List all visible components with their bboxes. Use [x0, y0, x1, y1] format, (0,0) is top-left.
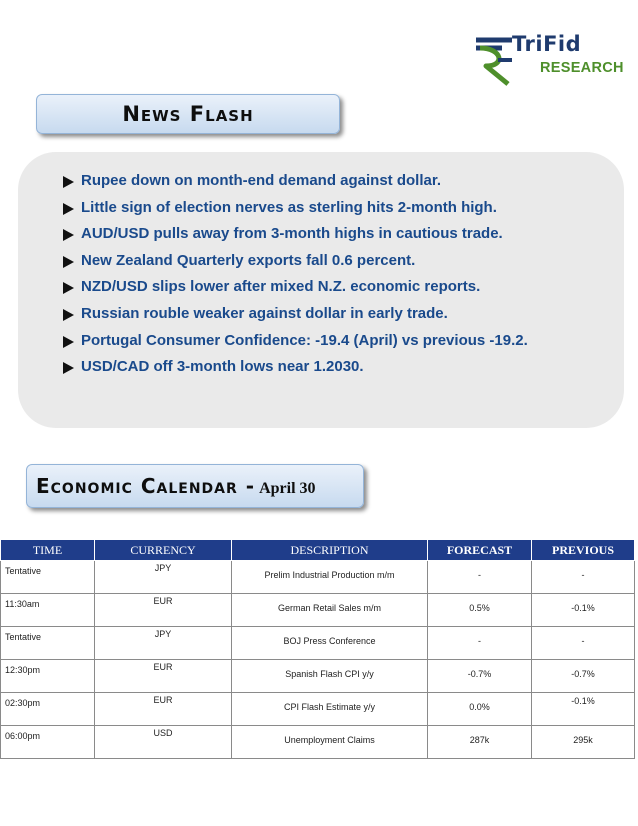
- news-item: [62, 328, 528, 355]
- news-flash-title: News Flash: [122, 102, 254, 126]
- table-row: [1, 726, 635, 759]
- economic-calendar-title: [36, 474, 316, 498]
- cell-forecast: 0.0%: [428, 693, 532, 726]
- arrow-bullet-icon: [63, 203, 74, 215]
- news-item-text: AUD/USD pulls away from 3-month highs in cautious trade.: [81, 225, 503, 243]
- cell-time: 02:30pm: [1, 693, 95, 726]
- cell-previous: -: [532, 561, 635, 594]
- news-item-text: Portugal Consumer Confidence: -19.4 (April) vs previous -19.2.: [81, 331, 528, 349]
- arrow-bullet-icon: [63, 256, 74, 268]
- cell-description: Spanish Flash CPI y/y: [232, 660, 428, 693]
- column-header-forecast: FORECAST: [428, 540, 532, 561]
- column-header-previous: PREVIOUS: [532, 540, 635, 561]
- table-row: [1, 594, 635, 627]
- cell-time: 06:00pm: [1, 726, 95, 759]
- news-list: [62, 168, 528, 381]
- cell-previous: -0.1%: [532, 693, 635, 726]
- trifid-research-logo: [472, 30, 622, 86]
- arrow-bullet-icon: [63, 229, 74, 241]
- arrow-bullet-icon: [63, 282, 74, 294]
- column-header-currency: CURRENCY: [95, 540, 232, 561]
- cell-previous: -0.1%: [532, 594, 635, 627]
- news-item: [62, 195, 528, 222]
- news-flash-banner: [36, 94, 340, 134]
- news-item-text: Rupee down on month-end demand against dollar.: [81, 172, 442, 189]
- column-header-time: TIME: [1, 540, 95, 561]
- table-header-row: [1, 540, 635, 561]
- logo-text-research: RESEARCH: [540, 60, 624, 76]
- table-row: [1, 660, 635, 693]
- news-item: [62, 354, 528, 381]
- cell-currency: EUR: [95, 660, 232, 693]
- arrow-bullet-icon: [63, 176, 74, 188]
- cell-time: 11:30am: [1, 594, 95, 627]
- economic-calendar-banner: [26, 464, 364, 508]
- column-header-description: DESCRIPTION: [232, 540, 428, 561]
- news-item: [62, 221, 528, 248]
- cell-forecast: -0.7%: [428, 660, 532, 693]
- cell-time: Tentative: [1, 627, 95, 660]
- cell-description: BOJ Press Conference: [232, 627, 428, 660]
- economic-calendar-table: [0, 539, 635, 759]
- cell-time: 12:30pm: [1, 660, 95, 693]
- news-item-text: New Zealand Quarterly exports fall 0.6 percent.: [81, 251, 416, 269]
- arrow-bullet-icon: [63, 309, 74, 321]
- news-item-text: Russian rouble weaker against dollar in early trade.: [81, 304, 448, 322]
- cell-forecast: -: [428, 561, 532, 594]
- cell-forecast: 0.5%: [428, 594, 532, 627]
- cell-previous: 295k: [532, 726, 635, 759]
- news-item-text: USD/CAD off 3-month lows near 1.2030.: [81, 358, 364, 376]
- cell-currency: EUR: [95, 693, 232, 726]
- logo-text-trifid: TriFid: [512, 32, 582, 56]
- cell-currency: EUR: [95, 594, 232, 627]
- cell-previous: -: [532, 627, 635, 660]
- cell-currency: JPY: [95, 561, 232, 594]
- news-item-text: NZD/USD slips lower after mixed N.Z. economic reports.: [81, 278, 481, 296]
- calendar-date: April 30: [259, 480, 316, 497]
- cell-previous: -0.7%: [532, 660, 635, 693]
- arrow-bullet-icon: [63, 362, 74, 374]
- cell-currency: JPY: [95, 627, 232, 660]
- table-row: [1, 561, 635, 594]
- news-item: [62, 168, 528, 195]
- cell-description: Prelim Industrial Production m/m: [232, 561, 428, 594]
- news-item: [62, 274, 528, 301]
- cell-currency: USD: [95, 726, 232, 759]
- news-panel: [18, 152, 624, 428]
- cell-time: Tentative: [1, 561, 95, 594]
- news-item: [62, 301, 528, 328]
- table-row: [1, 627, 635, 660]
- cell-description: CPI Flash Estimate y/y: [232, 693, 428, 726]
- news-item: [62, 248, 528, 275]
- cell-description: Unemployment Claims: [232, 726, 428, 759]
- table-row: [1, 693, 635, 726]
- cell-forecast: 287k: [428, 726, 532, 759]
- cell-description: German Retail Sales m/m: [232, 594, 428, 627]
- cell-forecast: -: [428, 627, 532, 660]
- news-item-text: Little sign of election nerves as sterling hits 2-month high.: [81, 198, 497, 216]
- arrow-bullet-icon: [63, 336, 74, 348]
- calendar-title-text: Economic Calendar -: [36, 474, 256, 498]
